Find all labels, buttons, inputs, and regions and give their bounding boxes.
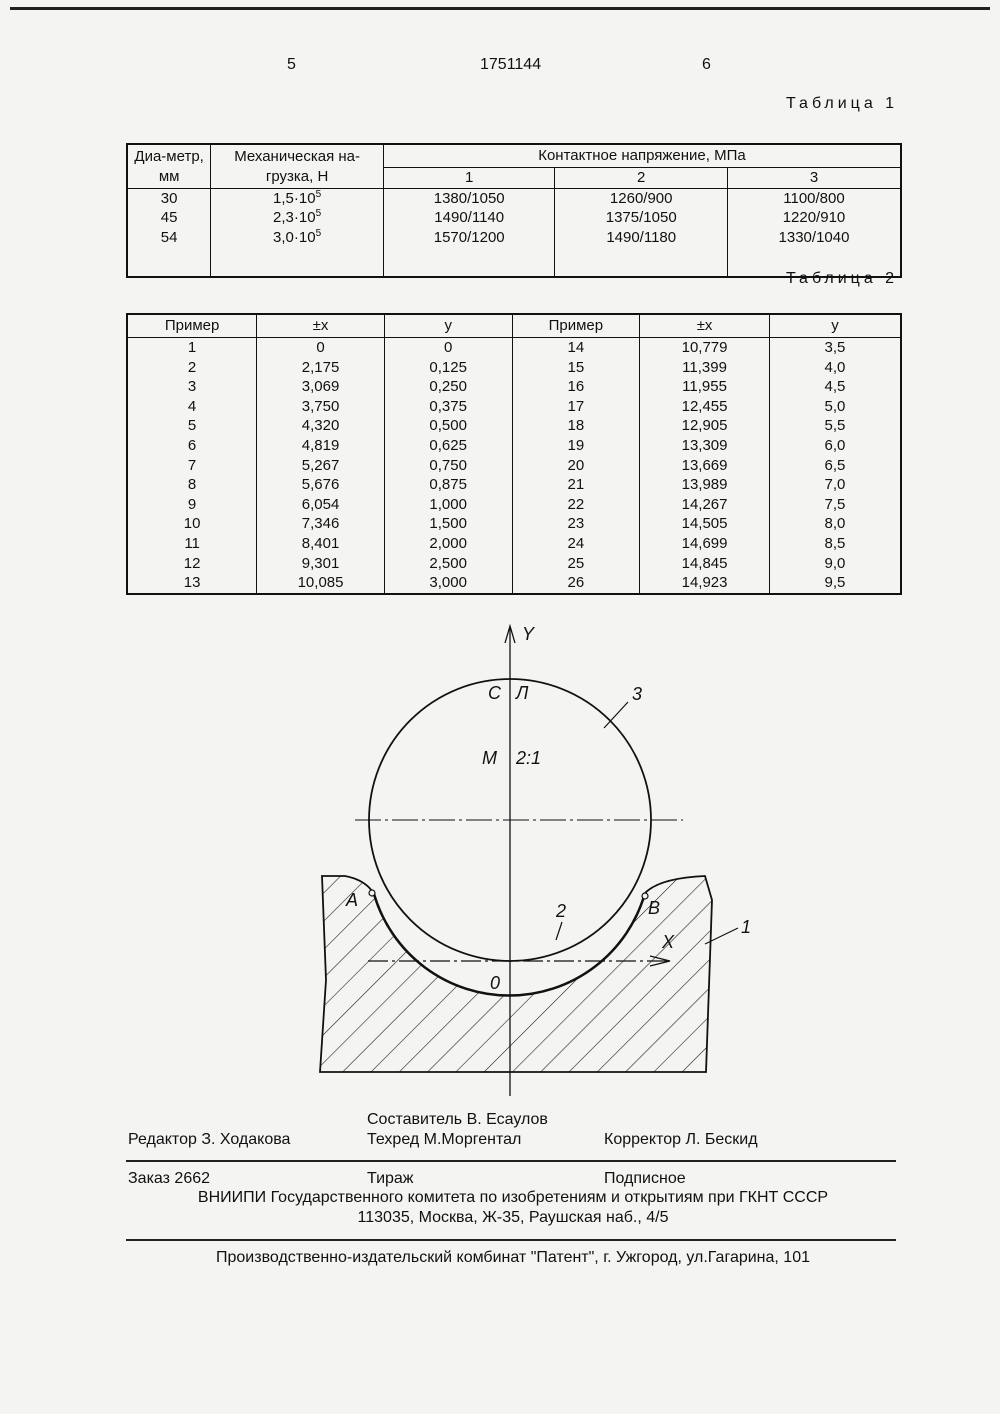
- table-cell: 3,000: [384, 573, 512, 594]
- table-cell: 6,054: [257, 495, 385, 515]
- table-cell: 2,500: [384, 554, 512, 574]
- table-cell: 5,676: [257, 475, 385, 495]
- table-cell: 3,069: [257, 377, 385, 397]
- table-cell: 6: [187, 436, 197, 454]
- label-point-o: 0: [490, 973, 501, 993]
- table-cell: 4,819: [257, 436, 385, 456]
- credit-compiler: Составитель В. Есаулов: [367, 1111, 548, 1128]
- table-cell: 7,5: [769, 495, 901, 515]
- vniipi-line: ВНИИПИ Государственного комитета по изобретениям и открытиям при ГКНТ СССР: [197, 1189, 829, 1206]
- table2-col-example: Пример: [512, 314, 640, 338]
- table2-caption: Таблица 2: [786, 270, 899, 287]
- leader-line-3: [604, 702, 628, 728]
- table-cell: 2,000: [384, 534, 512, 554]
- table-cell: 2: [187, 358, 197, 376]
- label-callout-1: 1: [741, 917, 752, 937]
- divider-line: [126, 1160, 896, 1162]
- table-cell: 26: [512, 573, 640, 594]
- table-cell: 4,320: [257, 416, 385, 436]
- table1-col-diameter: Диа-метр, мм: [127, 144, 211, 188]
- table-cell: 14,923: [640, 573, 770, 594]
- table-cell: 25: [512, 554, 640, 574]
- table1-subcol: 2: [555, 168, 728, 189]
- table-cell: 11: [184, 534, 200, 552]
- divider-line: [126, 1239, 896, 1241]
- label-y-axis: Y: [522, 624, 535, 644]
- table-cell: 0,375: [384, 397, 512, 417]
- table-cell: 1490/1140: [383, 208, 555, 228]
- table-cell: 45: [160, 209, 178, 227]
- table2-col-y: y: [769, 314, 901, 338]
- table-cell: 10: [183, 515, 201, 533]
- table-cell: 10,085: [257, 573, 385, 594]
- table-cell: 22: [512, 495, 640, 515]
- table-cell: 13,309: [640, 436, 770, 456]
- table-cell: 18: [512, 416, 640, 436]
- table2-col-x: ±x: [257, 314, 385, 338]
- table-cell: 13,989: [640, 475, 770, 495]
- label-point-l: Л: [516, 683, 529, 703]
- table-cell: 16: [512, 377, 640, 397]
- table-cell: 6,5: [769, 456, 901, 476]
- table-cell: 8,5: [769, 534, 901, 554]
- table-cell: 6,0: [769, 436, 901, 456]
- table-cell: 7,0: [769, 475, 901, 495]
- table-cell: 30: [160, 189, 178, 207]
- label-callout-3: 3: [632, 684, 643, 704]
- table-cell: 14,699: [640, 534, 770, 554]
- table-cell: 4,5: [769, 377, 901, 397]
- table-cell: 13,669: [640, 456, 770, 476]
- table-cell: 4: [187, 397, 197, 415]
- table-cell: 8,401: [257, 534, 385, 554]
- table-cell: 1,500: [384, 514, 512, 534]
- table1-subcol: 3: [727, 168, 901, 189]
- label-x-axis: X: [662, 932, 675, 952]
- table-cell: 20: [512, 456, 640, 476]
- point-a-marker: [369, 890, 375, 896]
- table-cell: 11,955: [640, 377, 770, 397]
- table-cell: $3,0\cdot 10^5$: [211, 228, 384, 248]
- table-cell: 1570/1200: [383, 228, 555, 248]
- table-cell: 5,267: [257, 456, 385, 476]
- table-cell: 13: [183, 574, 201, 592]
- credit-corrector: Корректор Л. Бескид: [604, 1131, 758, 1148]
- table-cell: 24: [512, 534, 640, 554]
- table-cell: 0,125: [384, 358, 512, 378]
- table-cell: 0,250: [384, 377, 512, 397]
- order-number: Заказ 2662: [128, 1170, 211, 1187]
- table1-caption: Таблица 1: [786, 95, 899, 112]
- table-cell: 0: [257, 338, 385, 358]
- table-cell: 23: [512, 514, 640, 534]
- table-cell: 11,399: [640, 358, 770, 378]
- table-cell: 7,346: [257, 514, 385, 534]
- table-cell: 19: [512, 436, 640, 456]
- subscription-label: Подписное: [604, 1170, 686, 1187]
- table-cell: 12,455: [640, 397, 770, 417]
- label-scale-ratio: 2:1: [516, 748, 542, 768]
- table-cell: 0,750: [384, 456, 512, 476]
- table-cell: 0,875: [384, 475, 512, 495]
- table-cell: 8,0: [769, 514, 901, 534]
- table2-col-example: Пример: [127, 314, 257, 338]
- table-cell: 5: [187, 417, 197, 435]
- table-cell: 0,500: [384, 416, 512, 436]
- table-cell: 17: [512, 397, 640, 417]
- table-cell: 0: [384, 338, 512, 358]
- label-point-c: С: [488, 683, 501, 703]
- table-cell: 2,175: [257, 358, 385, 378]
- table-cell: 3,5: [769, 338, 901, 358]
- table-cell: 9: [187, 495, 197, 513]
- label-point-a: А: [346, 890, 359, 910]
- table1-subcol: 1: [383, 168, 555, 189]
- patent-number: 1751144: [480, 56, 542, 73]
- table-cell: 3,750: [257, 397, 385, 417]
- table-cell: 1260/900: [555, 188, 728, 208]
- table-cell: 1,000: [384, 495, 512, 515]
- table-cell: 12,905: [640, 416, 770, 436]
- table-cell: 1330/1040: [727, 228, 901, 248]
- table-cell: 7: [187, 456, 197, 474]
- table-cell: 9,5: [769, 573, 901, 594]
- table1-col-load: Механическая на-грузка, Н: [211, 144, 384, 188]
- table2-col-x: ±x: [640, 314, 770, 338]
- table-cell: 9,0: [769, 554, 901, 574]
- table-cell: 14,505: [640, 514, 770, 534]
- circulation-label: Тираж: [367, 1170, 414, 1187]
- table-cell: 10,779: [640, 338, 770, 358]
- table-cell: 1380/1050: [383, 188, 555, 208]
- table-cell: 3: [187, 378, 197, 396]
- table-cell: $1,5\cdot 10^5$: [211, 188, 384, 208]
- table-cell: 5,5: [769, 416, 901, 436]
- page-number-right: 6: [702, 56, 711, 73]
- table2-col-y: y: [384, 314, 512, 338]
- table-cell: 5,0: [769, 397, 901, 417]
- table-cell: 14,845: [640, 554, 770, 574]
- label-scale-m: М: [482, 748, 497, 768]
- table-cell: 4,0: [769, 358, 901, 378]
- table-cell: 0,625: [384, 436, 512, 456]
- table-cell: 1220/910: [727, 208, 901, 228]
- table1-col-stress: Контактное напряжение, МПа: [383, 144, 901, 168]
- table-cell: 21: [512, 475, 640, 495]
- credit-editor: Редактор З. Ходакова: [128, 1131, 291, 1148]
- table-cell: 15: [512, 358, 640, 378]
- table-cell: 8: [187, 476, 197, 494]
- table-cell: 1490/1180: [555, 228, 728, 248]
- label-point-b: В: [648, 898, 661, 918]
- table-cell: 1100/800: [727, 188, 901, 208]
- table-cell: $2,3\cdot 10^5$: [211, 208, 384, 228]
- table-cell: 12: [183, 554, 201, 572]
- label-callout-2: 2: [556, 901, 567, 921]
- table-cell: 54: [160, 229, 178, 247]
- table-cell: 9,301: [257, 554, 385, 574]
- table-cell: 1375/1050: [555, 208, 728, 228]
- address-line: 113035, Москва, Ж-35, Раушская наб., 4/5: [357, 1209, 669, 1226]
- printer-line: Производственно-издательский комбинат "Патент", г. Ужгород, ул.Гагарина, 101: [216, 1249, 810, 1266]
- credit-techred: Техред М.Моргентал: [367, 1131, 522, 1148]
- table-cell: 1: [187, 339, 197, 356]
- table-cell: 14: [512, 338, 640, 358]
- page-number-left: 5: [287, 56, 296, 73]
- table-cell: 14,267: [640, 495, 770, 515]
